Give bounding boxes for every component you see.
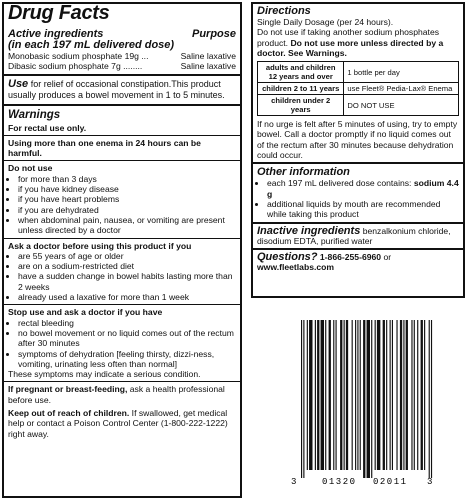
drug-facts-header [4,2,240,76]
use-text: for relief of occasional constipation.This product usually produces a bowel movement in 1 to 5 minutes. [8,78,225,100]
barcode-digits-group2: 02011 [373,477,408,487]
serious-condition: These symptoms may indicate a serious condition. [8,369,201,380]
list-item: • no bowel movement or no liquid comes out of the rectum after 30 minutes [18,328,236,349]
purpose-header: Purpose [191,28,236,40]
list-item: • additional liquids by mouth are recommended while taking this product [267,199,459,220]
list-item: • are on a sodium-restricted diet [18,261,236,271]
barcode-bars [301,320,432,478]
directions-section [253,4,463,164]
barcode-bar [355,320,356,470]
warnings-section [4,106,240,441]
questions-section: Questions? 1-866-255-6960 or www.fleetlabs.com [253,250,463,275]
barcode-bar [421,320,423,470]
table-row: children under 2 years DO NOT USE [258,95,459,116]
barcode-bar [390,320,391,470]
barcode-digit-left: 3 [291,477,297,487]
barcode-bar [321,320,324,470]
barcode-bar [367,320,370,478]
barcode-bar [375,320,376,470]
list-item: • if you are dehydrated [18,205,236,215]
directions-panel [251,2,465,298]
rectal-use: For rectal use only. [8,122,87,133]
warnings-title: Warnings [8,108,61,121]
drug-facts-title: Drug Facts [8,2,110,24]
barcode-digits-group1: 01320 [322,477,357,487]
list-item: • symptoms of dehydration [feeling thirsty, dizzi-ness, vomiting, urinating less often than normal] [18,349,236,370]
ingredient-row: Dibasic sodium phosphate 7g ........ Saline laxative [8,61,236,72]
barcode-digit-right: 3 [427,477,433,487]
directions-line2: Do not use if taking another sodium phosphates product. Do not use more unless directed by a doctor. See Warnings. [257,27,444,58]
barcode-bar [325,320,326,470]
barcode-bar [303,320,304,478]
active-ingredients-header: Active ingredients [8,28,104,40]
barcode-bar [346,320,348,470]
directions-line1: Single Daily Dosage (per 24 hours). [257,17,394,27]
barcode-bar [357,320,358,470]
list-item: • if you have kidney disease [18,184,236,194]
list-item: • rectal bleeding [18,318,236,328]
barcode-bar [340,320,342,470]
barcode-bar [333,320,334,470]
directions-title: Directions [257,5,311,17]
barcode-bar [424,320,425,470]
barcode-bar [329,320,331,470]
other-info-title: Other information [257,166,350,179]
list-item: • already used a laxative for more than 1 week [18,292,236,302]
website-link[interactable]: www.fleetlabs.com [257,262,335,273]
barcode-bar [360,320,361,470]
ingredient-row: Monobasic sodium phosphate 19g ... Saline laxative [8,51,236,61]
list-item: • when abdominal pain, nausea, or vomiting are present unless directed by a doctor [18,215,236,236]
table-row: adults and children 12 years and over 1 bottle per day [258,62,459,83]
barcode-bar [371,320,372,478]
ask-doctor-header: Ask a doctor before using this product if you [8,240,192,251]
inactive-text: benzalkonium chloride, disodium EDTA, purified water [257,225,451,246]
barcode-bar [396,320,397,470]
ask-doctor-list [8,251,236,302]
active-sub: (in each 197 mL delivered dose) [8,39,175,51]
use-label: Use [8,77,29,90]
stop-use-header: Stop use and ask a doctor if you have [8,307,163,318]
upc-barcode [256,320,466,490]
barcode-bar [301,320,302,478]
barcode-bar [431,320,432,478]
other-info-section [253,164,463,223]
do-not-use-list [8,174,236,236]
drug-facts-panel [2,2,242,498]
more-than-one-warning: Using more than one enema in 24 hours can be harmful. [8,137,201,159]
barcode-bar [336,320,337,470]
list-item: • are 55 years of age or older [18,251,236,261]
barcode-bar [315,320,316,470]
barcode-bar [309,320,312,470]
inactive-section [253,224,463,251]
list-item: • if you have heart problems [18,194,236,204]
barcode-bar [352,320,353,470]
stop-use-list [8,318,236,369]
barcode-bar [417,320,418,470]
other-info-list [257,178,459,219]
barcode-bar [307,320,308,470]
keep-out-warning: Keep out of reach of children. If swallowed, get medical help or contact a Poison Control Center (1-800-222-1222) right away. [8,408,228,439]
barcode-bar [386,320,387,470]
table-row: children 2 to 11 years use Fleet® Pedia-Lax® Enema [258,83,459,95]
barcode-bar [363,320,365,478]
list-item: • each 197 mL delivered dose contains: sodium 4.4 g [267,178,459,199]
list-item: • for more than 3 days [18,174,236,184]
barcode-bar [344,320,345,470]
list-item: • have a sudden change in bowel habits lasting more than 2 weeks [18,271,236,292]
barcode-bar [383,320,385,470]
questions-label: Questions? [257,251,318,264]
barcode-bar [414,320,415,470]
barcode-bar [403,320,404,470]
barcode-bar [400,320,402,470]
directions-after: If no urge is felt after 5 minutes of using, try to empty bowel. Call a doctor promptly if no liquid comes out of the rectum after 30 minutes because dehydration could occur. [257,119,458,161]
do-not-use-header: Do not use [8,163,53,174]
barcode-bar [411,320,412,470]
phone-number: 1-866-255-6960 [319,252,382,263]
barcode-bar [392,320,393,470]
use-section [4,76,240,106]
dosage-table [257,61,459,116]
inactive-label: Inactive ingredients [257,224,361,237]
pregnant-warning: If pregnant or breast-feeding, ask a health professional before use. [8,384,225,405]
barcode-bar [406,320,408,470]
barcode-bar [377,320,380,470]
barcode-bar [429,320,430,478]
barcode-bar [317,320,319,470]
